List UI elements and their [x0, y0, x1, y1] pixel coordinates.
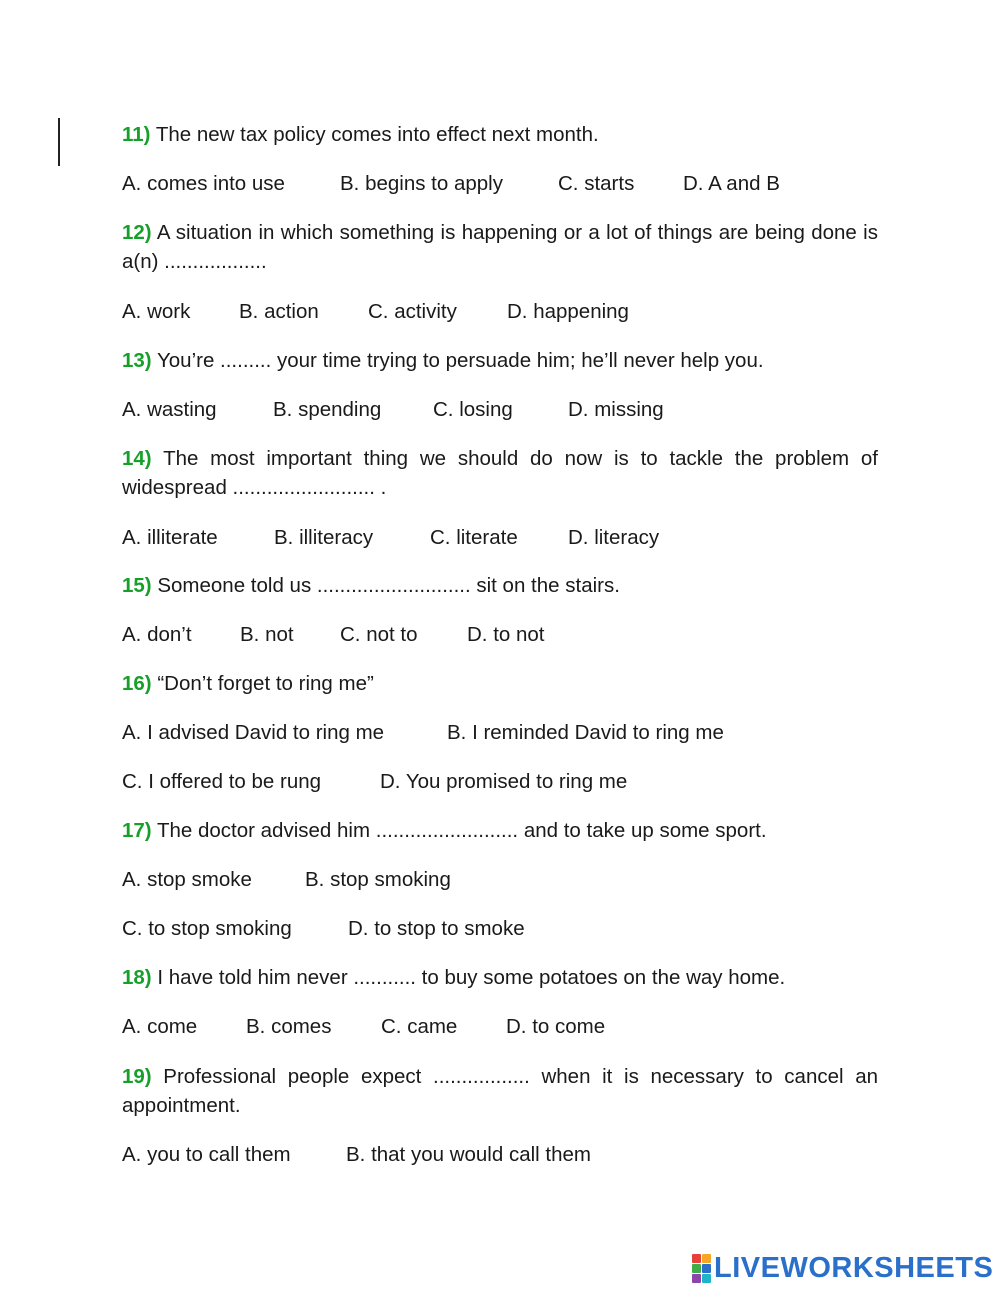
option-d[interactable]: D. happening	[507, 300, 629, 323]
option-b[interactable]: B. stop smoking	[305, 868, 451, 891]
option-b[interactable]: B. begins to apply	[340, 172, 503, 195]
question-number: 13)	[122, 349, 152, 372]
options-19	[122, 1140, 878, 1169]
question-12	[122, 218, 878, 276]
logo-block	[692, 1274, 701, 1283]
option-b[interactable]: B. action	[239, 300, 319, 323]
option-b[interactable]: B. illiteracy	[274, 526, 374, 549]
question-number: 11)	[122, 123, 151, 146]
options-16-row1	[122, 718, 878, 747]
question-18	[122, 963, 878, 992]
question-11	[122, 120, 878, 149]
question-text: Professional people expect ................. when it is necessary to cancel an appointment.	[122, 1065, 878, 1117]
question-number: 16)	[122, 672, 152, 695]
question-text: The new tax policy comes into effect next month.	[155, 123, 599, 146]
question-text: Someone told us ........................... sit on the stairs.	[157, 574, 620, 597]
option-c[interactable]: C. starts	[558, 172, 635, 195]
options-11	[122, 169, 878, 198]
question-text: The doctor advised him ......................... and to take up some sport.	[156, 819, 767, 842]
option-c[interactable]: C. to stop smoking	[122, 917, 292, 940]
question-number: 19)	[122, 1065, 152, 1088]
logo-blocks-icon	[692, 1254, 711, 1283]
option-d[interactable]: D. You promised to ring me	[380, 770, 628, 793]
option-a[interactable]: A. comes into use	[122, 172, 285, 195]
options-17-row2	[122, 914, 878, 943]
options-14	[122, 523, 878, 552]
question-text: You’re ......... your time trying to persuade him; he’ll never help you.	[156, 349, 764, 372]
option-c[interactable]: C. I offered to be rung	[122, 770, 322, 793]
logo-block	[692, 1264, 701, 1273]
question-13	[122, 346, 878, 375]
option-a[interactable]: A. come	[122, 1015, 198, 1038]
option-b[interactable]: B. that you would call them	[346, 1143, 591, 1166]
logo-block	[702, 1274, 711, 1283]
option-d[interactable]: D. missing	[568, 398, 664, 421]
option-b[interactable]: B. I reminded David to ring me	[447, 721, 724, 744]
options-12	[122, 297, 878, 326]
logo-block	[702, 1254, 711, 1263]
question-text: The most important thing we should do now is to tackle the problem of widespread ......................... .	[122, 447, 878, 499]
option-a[interactable]: A. wasting	[122, 398, 217, 421]
question-text: “Don’t forget to ring me”	[157, 672, 374, 695]
option-c[interactable]: C. came	[381, 1015, 458, 1038]
option-c[interactable]: C. not to	[340, 623, 418, 646]
option-b[interactable]: B. not	[240, 623, 294, 646]
option-d[interactable]: D. literacy	[568, 526, 660, 549]
option-d[interactable]: D. to not	[467, 623, 545, 646]
question-number: 18)	[122, 966, 152, 989]
option-d[interactable]: D. A and B	[683, 172, 780, 195]
option-a[interactable]: A. don’t	[122, 623, 192, 646]
question-number: 17)	[122, 819, 152, 842]
question-number: 12)	[122, 221, 152, 244]
logo-text: LIVEWORKSHEETS	[714, 1252, 994, 1284]
question-15	[122, 571, 878, 600]
option-a[interactable]: A. you to call them	[122, 1143, 291, 1166]
question-19	[122, 1062, 878, 1120]
logo-block	[702, 1264, 711, 1273]
option-d[interactable]: D. to come	[506, 1015, 606, 1038]
options-16-row2	[122, 767, 878, 796]
question-text: A situation in which something is happening or a lot of things are being done is a(n) ..................	[122, 221, 878, 273]
options-18	[122, 1012, 878, 1041]
question-14	[122, 444, 878, 502]
question-text: I have told him never ........... to buy some potatoes on the way home.	[157, 966, 786, 989]
logo-block	[692, 1254, 701, 1263]
question-number: 15)	[122, 574, 152, 597]
option-a[interactable]: A. stop smoke	[122, 868, 252, 891]
question-17	[122, 816, 878, 845]
options-17-row1	[122, 865, 878, 894]
options-15	[122, 620, 878, 649]
options-13	[122, 395, 878, 424]
option-b[interactable]: B. comes	[246, 1015, 332, 1038]
option-a[interactable]: A. I advised David to ring me	[122, 721, 385, 744]
question-16	[122, 669, 878, 698]
option-c[interactable]: C. activity	[368, 300, 457, 323]
option-a[interactable]: A. illiterate	[122, 526, 218, 549]
option-b[interactable]: B. spending	[273, 398, 382, 421]
option-d[interactable]: D. to stop to smoke	[348, 917, 525, 940]
option-c[interactable]: C. losing	[433, 398, 513, 421]
option-c[interactable]: C. literate	[430, 526, 518, 549]
option-a[interactable]: A. work	[122, 300, 191, 323]
question-number: 14)	[122, 447, 152, 470]
liveworksheets-logo	[692, 1252, 993, 1285]
text-cursor	[58, 118, 60, 166]
